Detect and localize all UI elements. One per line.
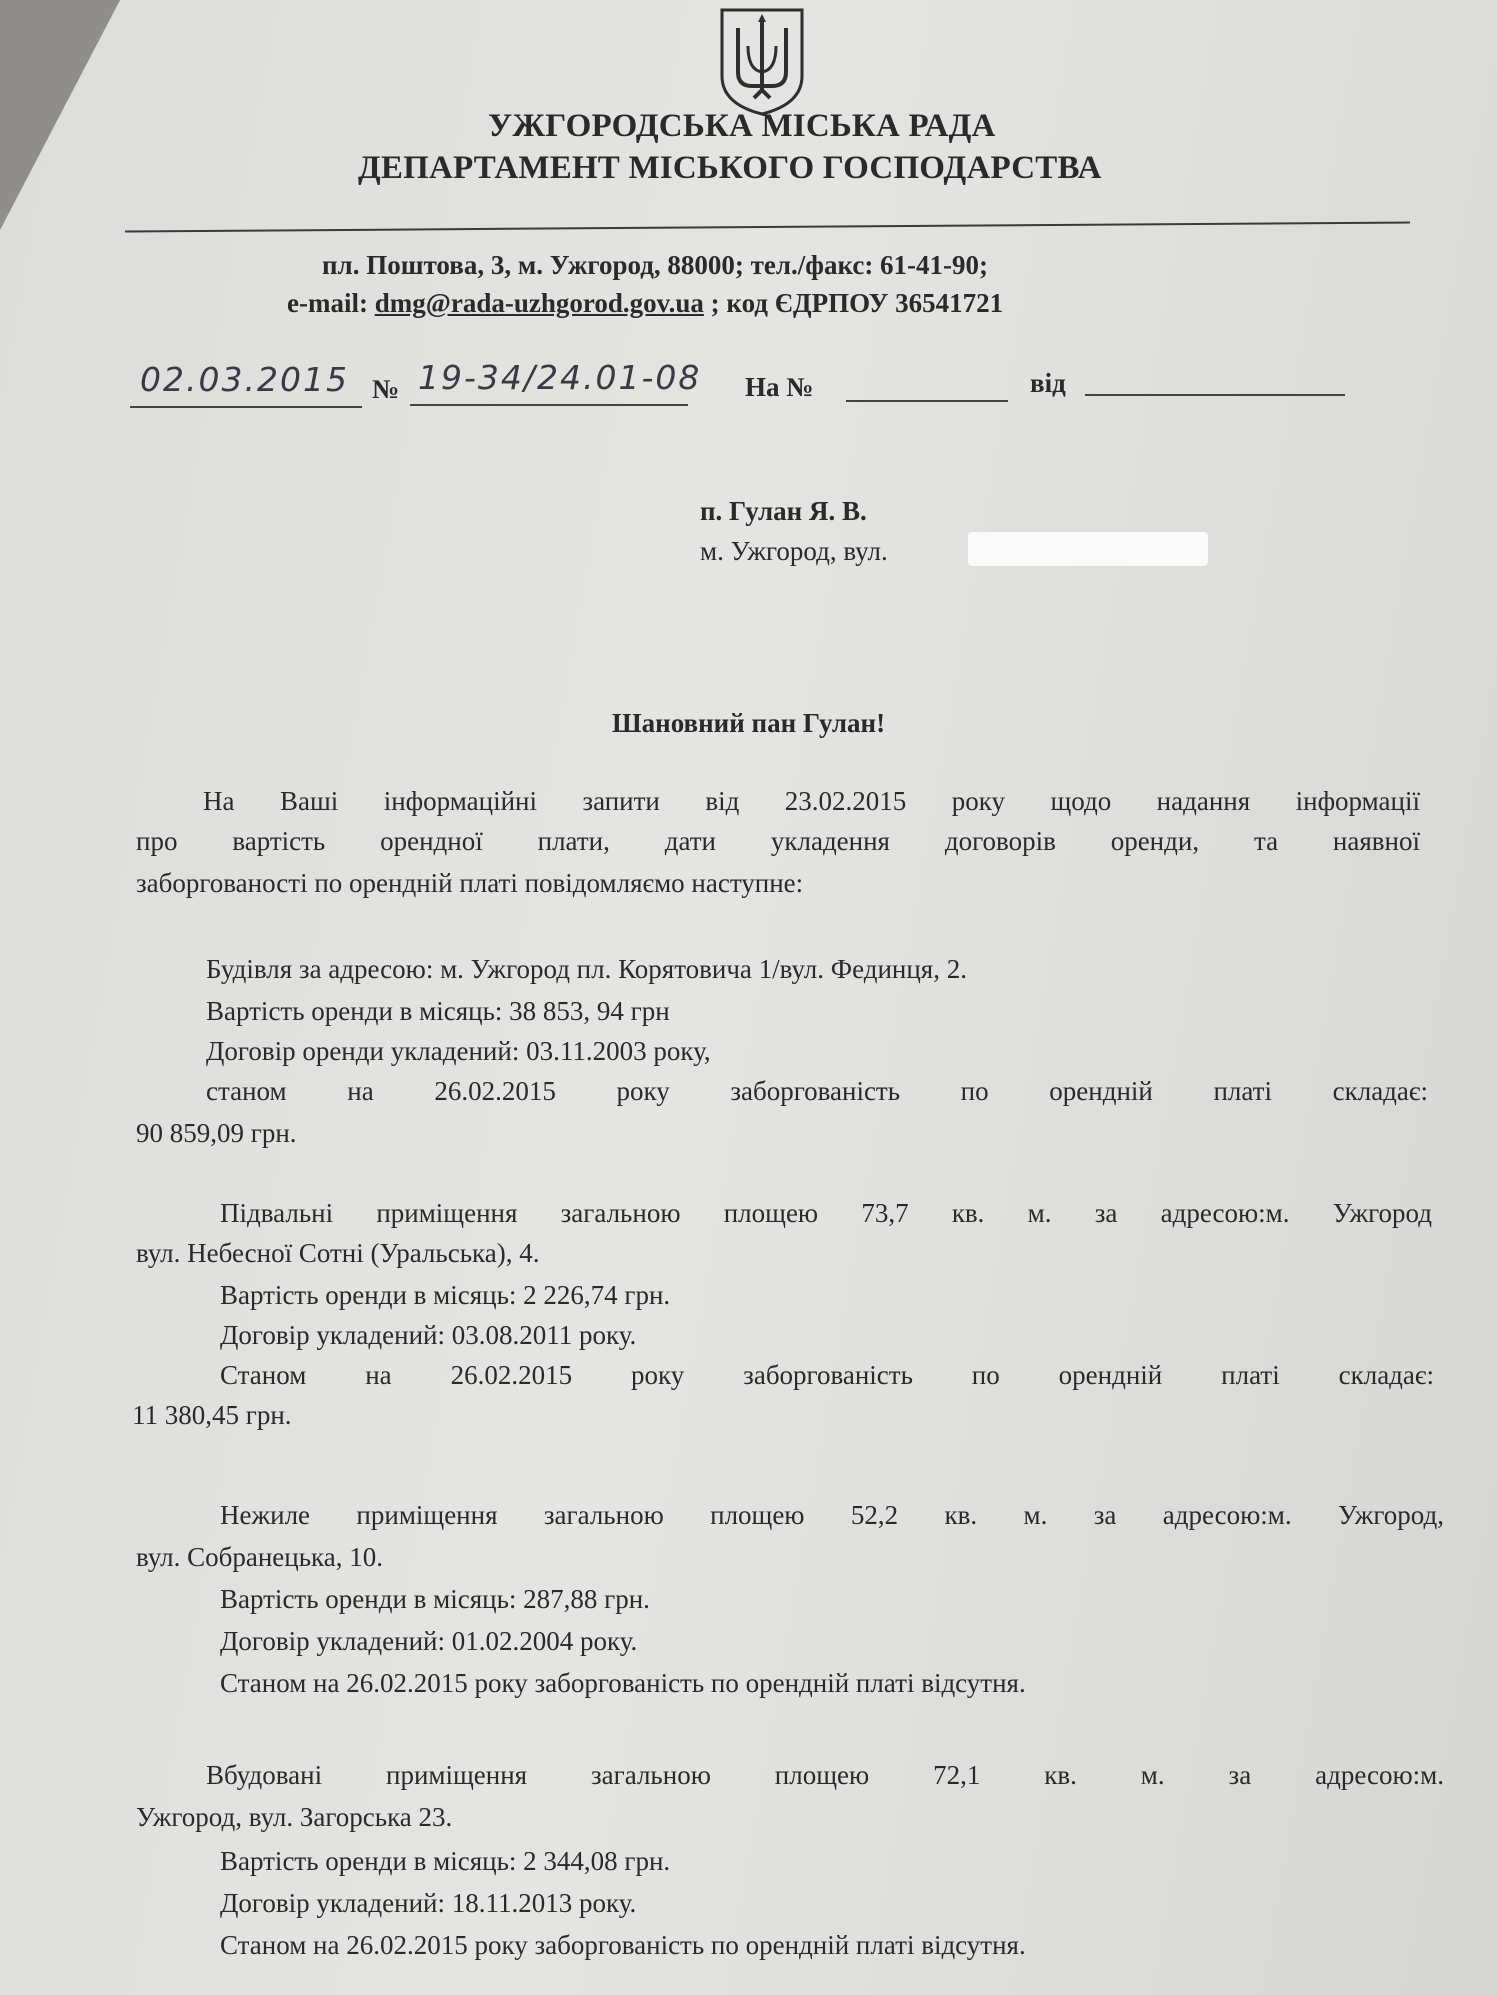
building-3-debt: Станом на 26.02.2015 року заборгованість по орендній платі відсутня. — [220, 1668, 1026, 1698]
building-2-debt: Станом на 26.02.2015 року заборгованість по орендній платі складає: — [220, 1360, 1434, 1390]
building-1-contract: Договір оренди укладений: 03.11.2003 року, — [206, 1036, 711, 1066]
recipient-address: м. Ужгород, вул. — [700, 536, 888, 566]
edrpou-code: ; код ЄДРПОУ 36541721 — [703, 288, 1004, 318]
reply-number-line — [846, 400, 1008, 402]
from-date-line — [1085, 394, 1345, 396]
coat-of-arms-icon — [716, 6, 808, 116]
salutation: Шановний пан Гулан! — [612, 708, 886, 738]
email-prefix: e-mail: — [287, 288, 375, 318]
redacted-street — [968, 532, 1208, 566]
building-4-debt: Станом на 26.02.2015 року заборгованість по орендній платі відсутня. — [220, 1930, 1026, 1960]
building-4-address: Вбудовані приміщення загальною площею 72,1 кв. м. за адресою:м. — [206, 1760, 1444, 1790]
building-1-debt-amount: 90 859,09 грн. — [136, 1118, 297, 1148]
contact-line — [287, 288, 1003, 319]
from-label: від — [1030, 368, 1066, 398]
building-3-rent: Вартість оренди в місяць: 287,88 грн. — [220, 1584, 650, 1614]
intro-line-3: заборгованості по орендній платі повідомляємо наступне: — [136, 868, 804, 898]
building-2-rent: Вартість оренди в місяць: 2 226,74 грн. — [220, 1280, 671, 1310]
email-link[interactable]: dmg@rada-uzhgorod.gov.ua — [374, 288, 704, 318]
address-line: пл. Поштова, 3, м. Ужгород, 88000; тел./факс: 61-41-90; — [322, 250, 989, 280]
recipient-name: п. Гулан Я. В. — [700, 496, 867, 526]
building-3-street: вул. Собранецька, 10. — [136, 1542, 383, 1572]
building-2-debt-amount: 11 380,45 грн. — [132, 1400, 292, 1430]
date-handwritten: 02.03.2015 — [140, 360, 349, 399]
building-1-debt: станом на 26.02.2015 року заборгованість по орендній платі складає: — [206, 1076, 1428, 1106]
reply-number-label: На № — [745, 372, 814, 402]
building-3-contract: Договір укладений: 01.02.2004 року. — [220, 1626, 638, 1656]
department-name: ДЕПАРТАМЕНТ МІСЬКОГО ГОСПОДАРСТВА — [358, 150, 1102, 186]
date-underline — [130, 406, 362, 408]
building-1-rent: Вартість оренди в місяць: 38 853, 94 грн — [206, 996, 670, 1026]
building-1-address: Будівля за адресою: м. Ужгород пл. Корятовича 1/вул. Фединця, 2. — [206, 954, 967, 984]
number-underline — [410, 404, 688, 406]
building-2-address: Підвальні приміщення загальною площею 73,7 кв. м. за адресою:м. Ужгород — [220, 1198, 1432, 1228]
background-corner — [0, 0, 120, 230]
number-label: № — [372, 374, 400, 404]
intro-line-2: про вартість орендної плати, дати укладення договорів оренди, та наявної — [136, 826, 1420, 856]
building-2-street: вул. Небесної Сотні (Уральська), 4. — [136, 1238, 540, 1268]
building-3-address: Нежиле приміщення загальною площею 52,2 кв. м. за адресою:м. Ужгород, — [220, 1500, 1444, 1530]
building-4-contract: Договір укладений: 18.11.2013 року. — [220, 1888, 637, 1918]
building-4-street: Ужгород, вул. Загорська 23. — [136, 1802, 453, 1832]
number-handwritten: 19-34/24.01-08 — [418, 358, 702, 397]
intro-line-1: На Ваші інформаційні запити від 23.02.2015 року щодо надання інформації — [203, 786, 1420, 816]
org-name: УЖГОРОДСЬКА МІСЬКА РАДА — [488, 108, 996, 144]
building-4-rent: Вартість оренди в місяць: 2 344,08 грн. — [220, 1846, 671, 1876]
building-2-contract: Договір укладений: 03.08.2011 року. — [220, 1320, 637, 1350]
